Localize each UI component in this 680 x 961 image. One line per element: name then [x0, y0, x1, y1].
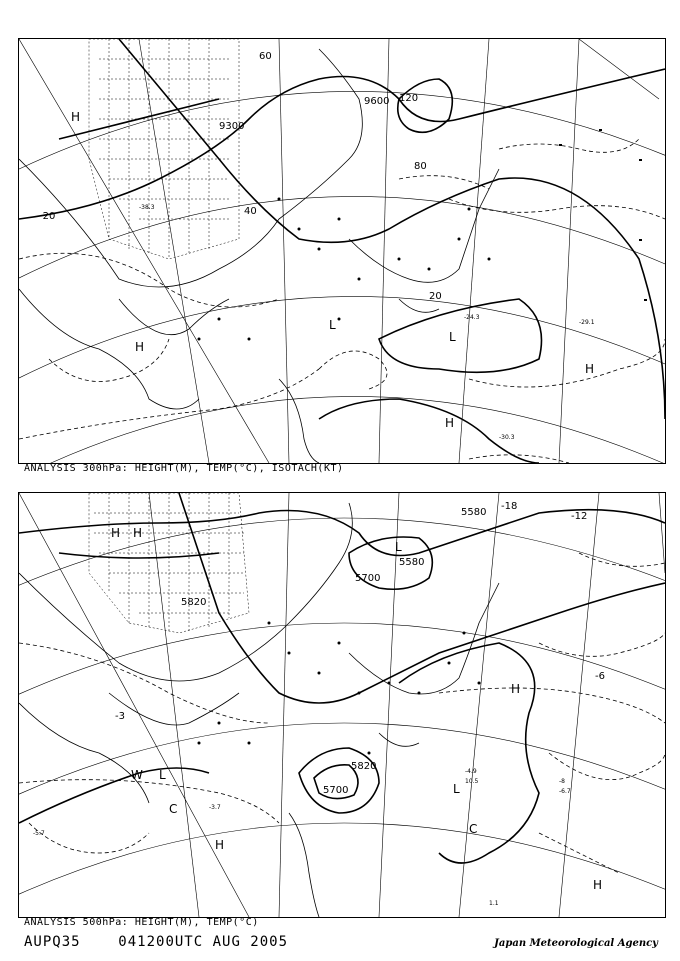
terrain-hatch [89, 39, 239, 259]
height-label-5700: 5700 [323, 785, 349, 796]
isotach-label-60: 60 [259, 51, 272, 62]
cold-center: C [469, 822, 478, 836]
temp-label: -24.3 [464, 314, 480, 321]
temp-label: -38.3 [139, 204, 155, 211]
high-center: H [593, 878, 603, 892]
temp-label: 1.1 [489, 900, 499, 907]
cold-center: C [169, 802, 178, 816]
isotach-label-20: 20 [429, 291, 442, 302]
height-label-5820: 5820 [351, 761, 377, 772]
temp-label: -8 [559, 778, 565, 785]
temp-label: -6 [595, 671, 605, 682]
high-center: H [511, 682, 521, 696]
height-label-5700: 5700 [355, 573, 381, 584]
temp-label: -18 [501, 501, 518, 512]
low-center: L [395, 540, 402, 554]
height-label-5580: 5580 [399, 557, 425, 568]
temp-label: -3 [115, 711, 125, 722]
temp-label: -12 [571, 511, 588, 522]
agency-credit: Japan Meteorological Agency [494, 938, 658, 949]
temp-label: -5.7 [33, 830, 45, 837]
isotach-label-40: 40 [244, 206, 257, 217]
valid-time: 041200UTC AUG 2005 [118, 934, 289, 950]
caption-300hpa: ANALYSIS 300hPa: HEIGHT(M), TEMP(°C), ISOTACH(KT) [24, 463, 344, 474]
temp-label: -3.7 [209, 804, 221, 811]
terrain-hatch [89, 493, 249, 633]
coastlines [19, 503, 499, 917]
temp-label: -20 [39, 211, 56, 222]
map-500hpa [18, 492, 666, 918]
coastlines [19, 49, 499, 463]
warm-center: W [131, 768, 143, 782]
isotach-label-120: 120 [399, 93, 419, 104]
temp-label: -29.1 [579, 319, 595, 326]
low-center: L [159, 768, 166, 782]
height-label-5580: 5580 [461, 507, 487, 518]
graticule [19, 493, 665, 917]
map-300hpa [18, 38, 666, 464]
low-center: L [449, 330, 456, 344]
caption-500hpa: ANALYSIS 500hPa: HEIGHT(M), TEMP(°C) [24, 917, 259, 928]
chart-identifier [24, 934, 288, 950]
map-500hpa-canvas [19, 493, 665, 917]
height-label-9600: 9600 [364, 96, 390, 107]
low-center: L [329, 318, 336, 332]
temp-label: 10.5 [465, 778, 479, 785]
station-markers [198, 622, 481, 755]
high-center: H [111, 526, 121, 540]
graticule [19, 39, 665, 463]
map-300hpa-canvas [19, 39, 665, 463]
temp-label: -4.9 [465, 768, 477, 775]
height-label-5820: 5820 [181, 597, 207, 608]
high-center: H [215, 838, 225, 852]
product-code: AUPQ35 [24, 934, 81, 950]
temp-label: -30.3 [499, 434, 515, 441]
high-center: H [71, 110, 81, 124]
height-contours [19, 39, 665, 463]
high-center: H [445, 416, 455, 430]
isotherms [19, 139, 665, 463]
low-center: L [453, 782, 460, 796]
high-center: H [585, 362, 595, 376]
height-label-9300: 9300 [219, 121, 245, 132]
high-center: H [133, 526, 143, 540]
high-center: H [135, 340, 145, 354]
isotach-label-80: 80 [414, 161, 427, 172]
temp-label: -6.7 [559, 788, 571, 795]
